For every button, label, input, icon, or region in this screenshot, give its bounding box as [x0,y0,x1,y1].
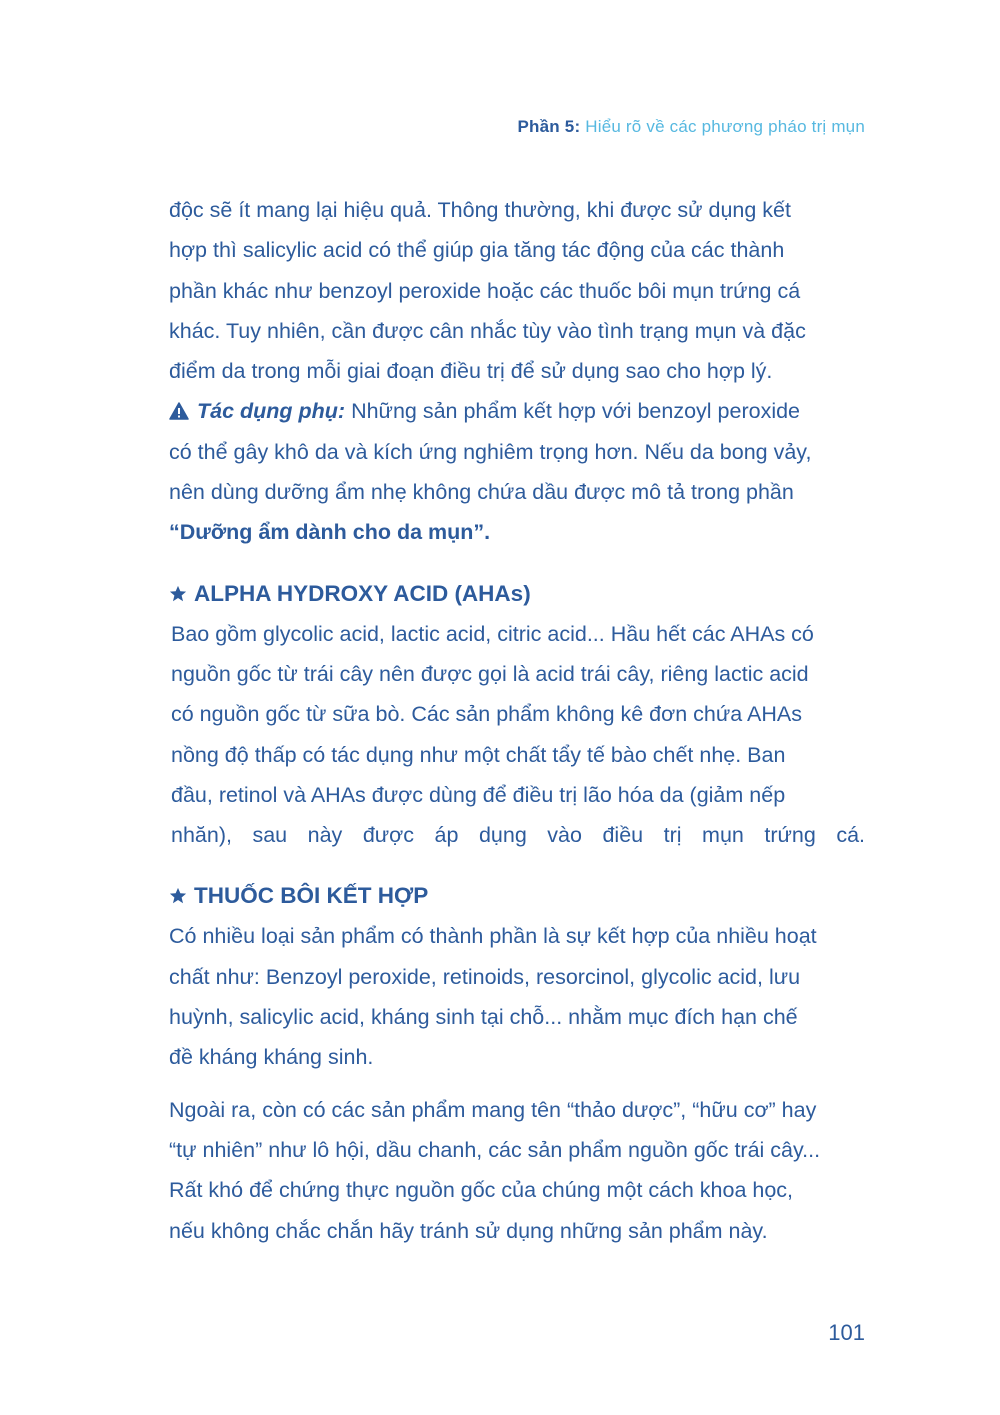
text-line: điểm da trong mỗi giai đoạn điều trị để sử dụng sao cho hợp lý. [169,359,773,384]
side-effect-note [169,391,865,552]
text-line: độc sẽ ít mang lại hiệu quả. Thông thường, khi được sử dụng kết [169,198,791,222]
section-heading-combination [169,876,865,916]
text-line: đề kháng kháng sinh. [169,1045,374,1070]
text-line: nên dùng dưỡng ẩm nhẹ không chứa dầu được mô tả trong phần [169,480,794,505]
text-line: khác. Tuy nhiên, cần được cân nhắc tùy vào tình trạng mụn và đặc [169,318,806,343]
text-line: chất như: Benzoyl peroxide, retinoids, resorcinol, glycolic acid, lưu [169,964,801,989]
page-body [169,190,865,1251]
header-part-label: Phần 5: [517,117,581,136]
side-effect-first-line [169,391,865,431]
text-line: nồng độ thấp có tác dụng như một chất tẩy tế bào chết nhẹ. Ban [171,742,786,767]
text-line: Rất khó để chứng thực nguồn gốc của chúng một cách khoa học, [169,1178,794,1203]
text-line: Ngoài ra, còn có các sản phẩm mang tên “thảo dược”, “hữu cơ” hay [169,1097,817,1122]
side-effect-label: Tác dụng phụ: [197,399,346,424]
text-line: đầu, retinol và AHAs được dùng để điều trị lão hóa da (giảm nếp [171,782,786,807]
ahas-paragraph [169,614,865,856]
intro-paragraph [169,190,865,391]
closing-paragraph [169,1090,865,1251]
text-line: nhăn), sau này được áp dụng vào điều trị mụn trứng cá. [171,823,865,848]
text-line: Bao gồm glycolic acid, lactic acid, citric acid... Hầu hết các AHAs có [171,621,814,646]
star-icon [169,887,187,905]
text-line: có thể gây khô da và kích ứng nghiêm trọng hơn. Nếu da bong vảy, [169,439,812,464]
section-reference: “Dưỡng ẩm dành cho da mụn”. [169,520,491,545]
text-line: phần khác như benzoyl peroxide hoặc các thuốc bôi mụn trứng cá [169,278,801,303]
text-line: huỳnh, salicylic acid, kháng sinh tại chỗ... nhằm mục đích hạn chế [169,1005,798,1030]
text-line: có nguồn gốc từ sữa bò. Các sản phẩm không kê đơn chứa AHAs [171,702,802,727]
text-line: nếu không chắc chắn hãy tránh sử dụng những sản phẩm này. [169,1218,768,1243]
text-line: nguồn gốc từ trái cây nên được gọi là acid trái cây, riêng lactic acid [171,661,809,686]
paragraph-spacer [169,1078,865,1090]
section-heading-text: ALPHA HYDROXY ACID (AHAs) [194,580,531,606]
text-line: Những sản phẩm kết hợp với benzoyl peroxide [345,399,801,424]
text-line: hợp thì salicylic acid có thể giúp gia tăng tác động của các thành [169,238,785,263]
header-part-title: Hiểu rõ về các phương pháo trị mụn [585,117,865,136]
section-heading-ahas [169,574,865,614]
warning-icon [169,402,189,420]
star-icon [169,585,187,603]
combination-paragraph [169,916,865,1077]
page-number: 101 [828,1320,865,1345]
running-header [518,117,866,137]
text-line: Có nhiều loại sản phẩm có thành phần là sự kết hợp của nhiều hoạt [169,924,817,949]
section-heading-text: THUỐC BÔI KẾT HỢP [194,883,429,909]
text-line: “tự nhiên” như lô hội, dầu chanh, các sản phẩm nguồn gốc trái cây... [169,1137,821,1162]
